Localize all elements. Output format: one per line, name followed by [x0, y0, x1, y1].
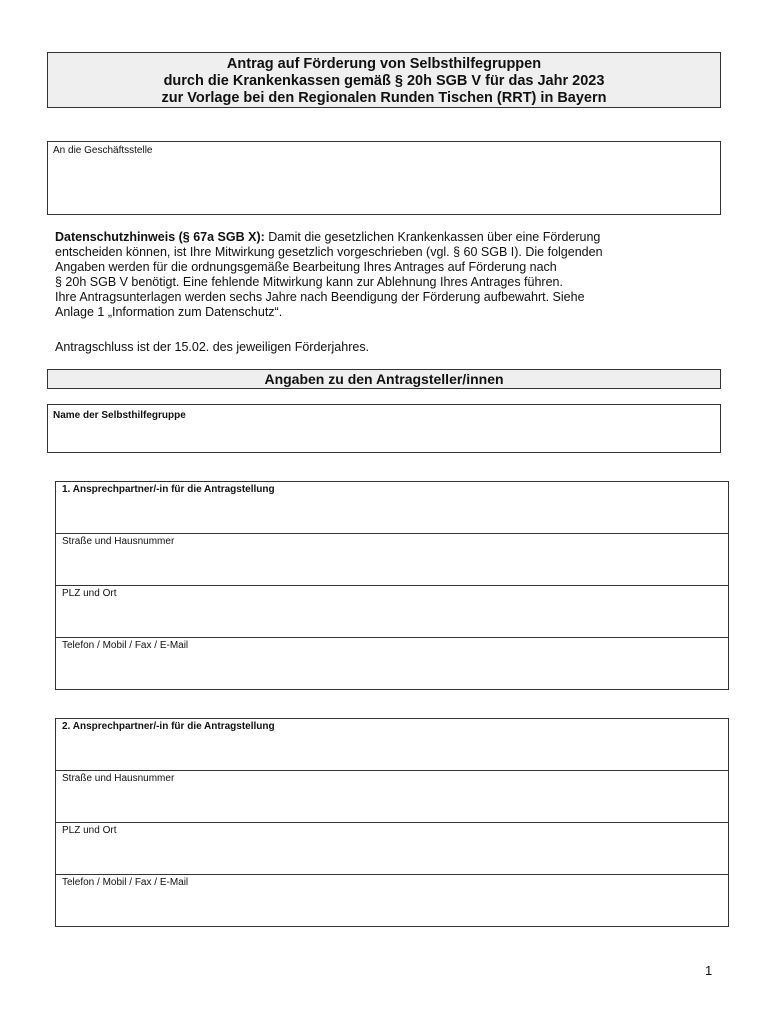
- contact-1-name-field[interactable]: [56, 482, 728, 534]
- section-header: Angaben zu den Antragsteller/innen: [47, 369, 721, 389]
- document-title: [47, 52, 721, 108]
- privacy-notice: [55, 230, 725, 320]
- contact-2-table: [55, 718, 729, 927]
- contact-2-street-field[interactable]: [56, 771, 728, 823]
- contact-2-phone-field[interactable]: [56, 875, 728, 927]
- privacy-line-1: [55, 230, 725, 245]
- contact-1-heading: 1. Ansprechpartner/-in für die Antragstellung: [62, 484, 275, 495]
- contact-2-phone-label: Telefon / Mobil / Fax / E-Mail: [62, 877, 189, 888]
- contact-1-phone-label: Telefon / Mobil / Fax / E-Mail: [62, 640, 189, 651]
- privacy-line-2: entscheiden können, ist Ihre Mitwirkung gesetzlich vorgeschrieben (vgl. § 60 SGB I). Die folgenden: [55, 245, 603, 259]
- privacy-line-6: Anlage 1 „Information zum Datenschutz“.: [55, 305, 283, 319]
- contact-1-table: [55, 481, 729, 690]
- group-name-label: Name der Selbsthilfegruppe: [53, 410, 186, 421]
- group-name-field[interactable]: [47, 404, 721, 453]
- privacy-line-4: § 20h SGB V benötigt. Eine fehlende Mitwirkung kann zur Ablehnung Ihres Antrages führen.: [55, 275, 563, 289]
- privacy-line-3: Angaben werden für die ordnungsgemäße Bearbeitung Ihres Antrages auf Förderung nach: [55, 260, 557, 274]
- title-line-3: zur Vorlage bei den Regionalen Runden Tischen (RRT) in Bayern: [161, 90, 607, 106]
- contact-2-city-field[interactable]: [56, 823, 728, 875]
- contact-2-name-field[interactable]: [56, 719, 728, 771]
- contact-1-city-label: PLZ und Ort: [62, 588, 117, 599]
- address-field[interactable]: [47, 141, 721, 215]
- title-line-1: Antrag auf Förderung von Selbsthilfegruppen: [226, 56, 542, 72]
- contact-1-street-field[interactable]: [56, 534, 728, 586]
- contact-1-street-label: Straße und Hausnummer: [62, 536, 175, 547]
- contact-2-heading: 2. Ansprechpartner/-in für die Antragstellung: [62, 721, 275, 732]
- address-label: An die Geschäftsstelle: [53, 145, 153, 156]
- title-line-2: durch die Krankenkassen gemäß § 20h SGB V für das Jahr 2023: [163, 73, 605, 89]
- contact-2-street-label: Straße und Hausnummer: [62, 773, 175, 784]
- contact-2-city-label: PLZ und Ort: [62, 825, 117, 836]
- page-number: 1: [705, 963, 713, 978]
- deadline-text: Antragschluss ist der 15.02. des jeweiligen Förderjahres.: [55, 340, 370, 354]
- contact-1-phone-field[interactable]: [56, 638, 728, 690]
- contact-1-city-field[interactable]: [56, 586, 728, 638]
- privacy-line-5: Ihre Antragsunterlagen werden sechs Jahre nach Beendigung der Förderung aufbewahrt. Siehe: [55, 290, 585, 304]
- privacy-heading: Datenschutzhinweis (§ 67a SGB X):: [55, 230, 265, 244]
- privacy-text-1: Damit die gesetzlichen Krankenkassen über eine Förderung: [264, 230, 601, 244]
